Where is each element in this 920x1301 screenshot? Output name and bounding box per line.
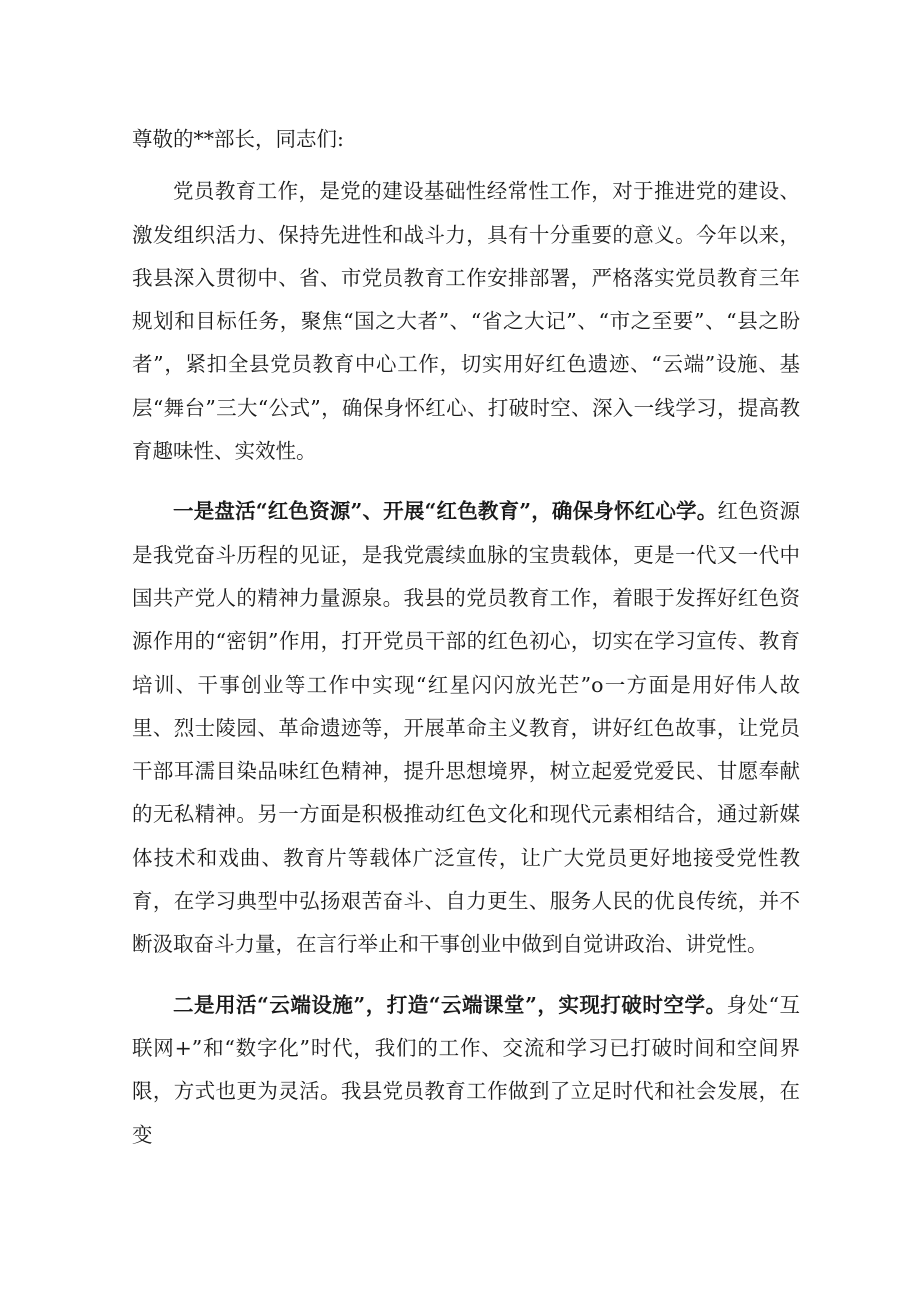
section-two-body: 身处“互联网+”和“数字化”时代，我们的工作、交流和学习已打破时间和空间界限，方式也更为灵活。我县党员教育工作做到了立足时代和社会发展，在变 [132, 992, 800, 1147]
document-body [132, 118, 800, 1157]
section-two-paragraph [132, 984, 800, 1157]
salutation: 尊敬的**部长，同志们: [132, 127, 344, 151]
section-one-body: 红色资源是我党奋斗历程的见证，是我党震续血脉的宝贵载体，更是一代又一代中国共产党人的精神力量源泉。我县的党员教育工作，着眼于发挥好红色资源作用的“密钥”作用，打开党员干部的红色初心，切实在学习宣传、教育培训、干事创业等工作中实现“红星闪闪放光芒”o一方面是用好伟人故里、烈士陵园、革命遗迹等，开展革命主义教育，讲好红色故事，让党员干部耳濡目染品味红色精神，提升思想境界，树立起爱党爱民、甘愿奉献的无私精神。另一方面是积极推动红色文化和现代元素相结合，通过新媒体技术和戏曲、教育片等载体广泛宣传，让广大党员更好地接受党性教育，在学习典型中弘扬艰苦奋斗、自力更生、服务人民的优良传统，并不断汲取奋斗力量，在言行举止和干事创业中做到自觉讲政治、讲党性。 [132, 499, 801, 957]
section-one-lead: 一是盘活“红色资源”、开展“红色教育”，确保身怀红心学。 [173, 499, 718, 524]
intro-paragraph: 党员教育工作，是党的建设基础性经常性工作，对于推进党的建设、激发组织活力、保持先进性和战斗力，具有十分重要的意义。今年以来，我县深入贯彻中、省、市党员教育工作安排部署，严格落实党员教育三年规划和目标任务，聚焦“国之大者”、“省之大记”、“市之至要”、“县之盼者”，紧扣全县党员教育中心工作，切实用好红色遗迹、“云端”设施、基层“舞台”三大“公式”，确保身怀红心、打破时空、深入一线学习，提高教育趣味性、实效性。 [132, 179, 800, 464]
section-two-lead: 二是用活“云端设施”，打造“云端课堂”，实现打破时空学。 [173, 992, 727, 1017]
section-one-paragraph [132, 490, 800, 966]
